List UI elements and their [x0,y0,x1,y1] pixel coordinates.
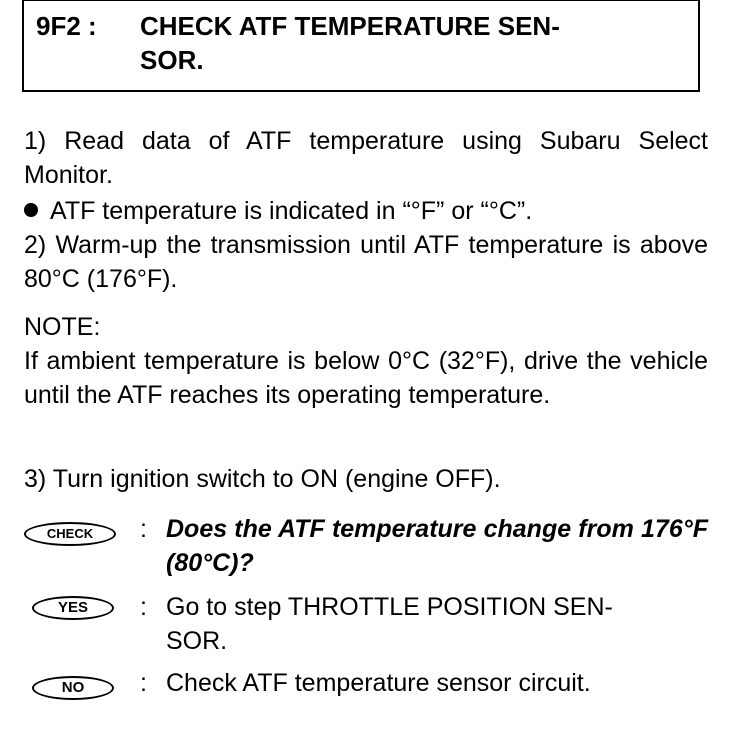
check-question: Does the ATF temperature change from 176°F (80°C)? [166,515,708,577]
bullet-dot-icon [24,203,38,217]
step-1-text: 1) Read data of ATF temperature using Subaru Select Monitor. [24,127,708,189]
bullet-text: ATF temperature is indicated in “°F” or “°C”. [50,197,533,225]
no-badge-icon: NO [32,676,114,700]
yes-action-line1: Go to step THROTTLE POSITION SEN- [166,593,613,621]
step-2-text: 2) Warm-up the transmission until ATF temperature is above 80°C (176°F). [24,231,708,293]
no-colon: : [140,669,147,697]
step-title [140,9,700,77]
no-row [24,666,708,706]
step-3-text: 3) Turn ignition switch to ON (engine OFF). [24,465,501,493]
step-header-box [22,0,700,92]
check-colon: : [140,515,147,543]
note-heading: NOTE: [24,313,101,341]
bullet-item [24,194,708,228]
step-title-line2: SOR. [140,45,204,75]
yes-colon: : [140,593,147,621]
yes-badge-icon: YES [32,596,114,620]
yes-action-line2: SOR. [166,627,228,655]
check-badge-icon: CHECK [24,522,116,546]
note-text: If ambient temperature is below 0°C (32°F), drive the vehicle until the ATF reaches its operating temperature. [24,347,708,409]
check-row [24,512,708,580]
step-title-line1: CHECK ATF TEMPERATURE SEN- [140,11,560,41]
step-code: 9F2 : [36,11,97,41]
no-action: Check ATF temperature sensor circuit. [166,669,591,697]
yes-action [166,590,708,658]
yes-row [24,590,708,658]
